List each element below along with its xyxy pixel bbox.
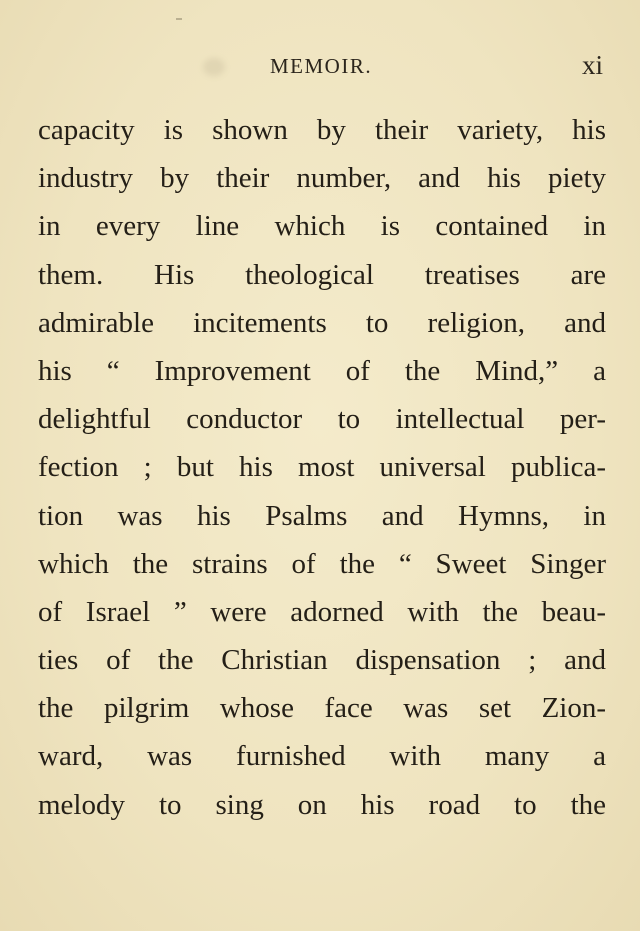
body-text: [38, 106, 606, 829]
page-mark: [176, 18, 182, 20]
page-number: xi: [582, 50, 604, 80]
text-line: the pilgrim whose face was set Zion-: [38, 692, 606, 725]
text-line: which the strains of the “ Sweet Singer: [38, 547, 606, 580]
text-line: delightful conductor to intellectual per-: [38, 403, 606, 436]
text-line: in every line which is contained in: [38, 210, 606, 243]
text-line: admirable incitements to religion, and: [38, 306, 606, 339]
text-line: his “ Improvement of the Mind,” a: [38, 354, 606, 387]
text-line: capacity is shown by their variety, his: [38, 114, 606, 146]
text-line: of Israel ” were adorned with the beau-: [38, 595, 606, 628]
text-line: tion was his Psalms and Hymns, in: [38, 499, 606, 532]
text-line: melody to sing on his road to the: [38, 788, 606, 821]
text-line: ties of the Christian dispensation ; and: [38, 644, 606, 677]
text-line: industry by their number, and his piety: [38, 162, 606, 195]
text-line: fection ; but his most universal publica-: [38, 451, 606, 484]
text-line: them. His theological treatises are: [38, 258, 606, 291]
running-head: [0, 52, 640, 82]
running-head-title: MEMOIR.: [270, 54, 373, 78]
text-line: ward, was furnished with many a: [38, 740, 606, 773]
